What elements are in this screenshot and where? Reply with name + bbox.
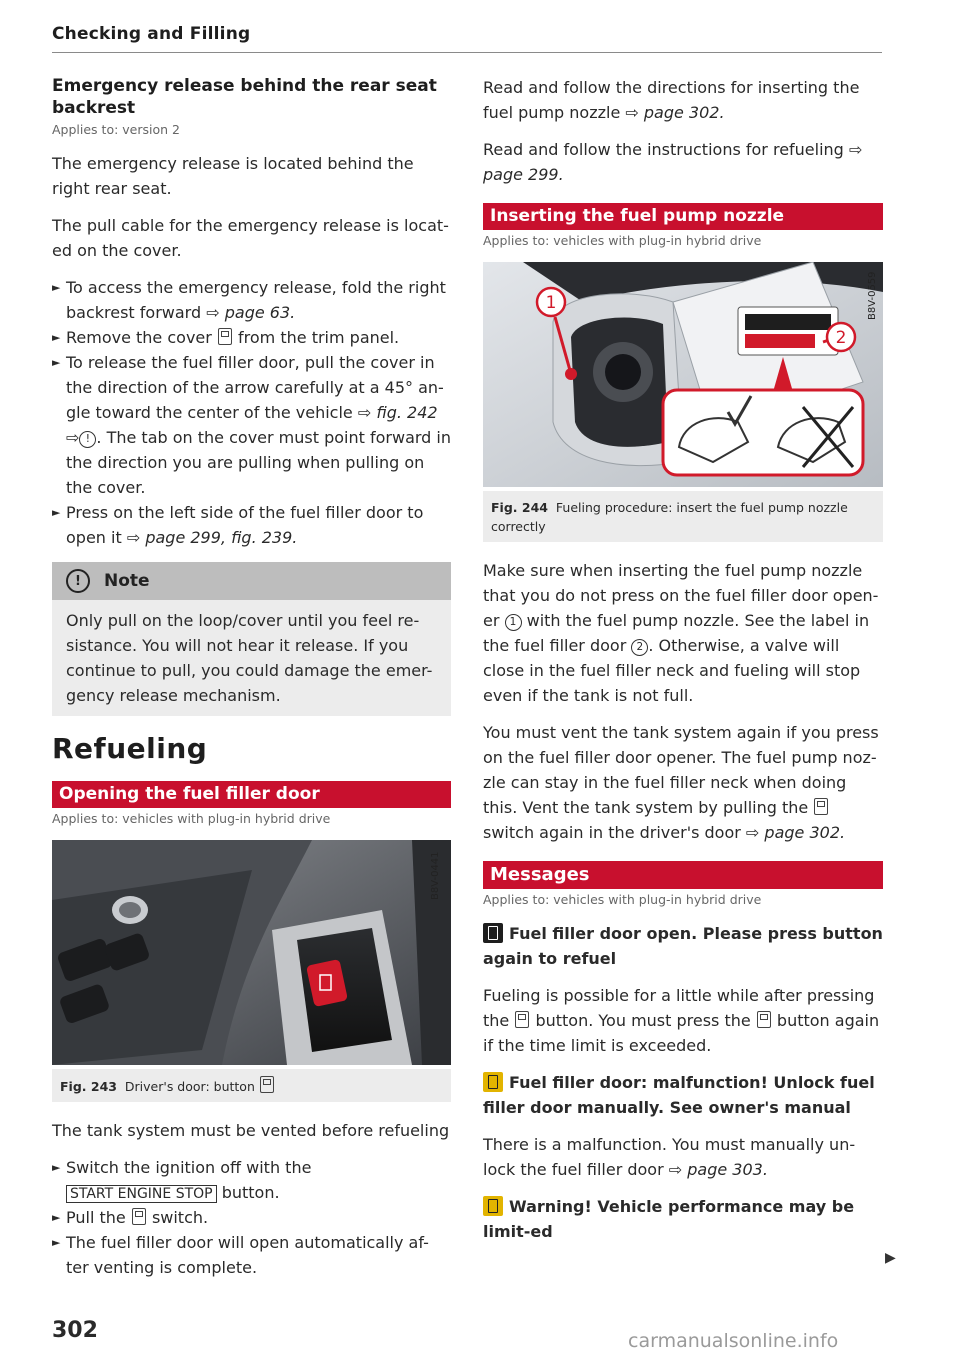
list-item: ► Press on the left side of the fuel filler door to open it ⇨ page 299, fig. 239. bbox=[52, 500, 451, 550]
chapter-heading: Refueling bbox=[52, 732, 208, 765]
triangle-bullet-icon: ► bbox=[52, 331, 61, 344]
left-column bbox=[52, 75, 451, 1292]
message-heading: Fuel filler door: malfunction! Unlock fuel filler door manually. See owner's manual bbox=[483, 1073, 875, 1117]
watermark: carmanualsonline.info bbox=[628, 1330, 839, 1352]
figure-link[interactable]: ⇨ fig. 242 bbox=[357, 403, 438, 422]
list-item: ► Switch the ignition off with the START ENGINE STOP button. bbox=[52, 1155, 451, 1205]
triangle-bullet-icon: ► bbox=[52, 1236, 61, 1249]
list-item: ► Pull the switch. bbox=[52, 1205, 451, 1230]
triangle-bullet-icon: ► bbox=[52, 506, 61, 519]
page-link[interactable]: ⇨ page 299, fig. 239. bbox=[126, 528, 298, 547]
callout-1: 1 bbox=[545, 293, 557, 313]
circled-number: 2 bbox=[631, 639, 648, 656]
triangle-bullet-icon: ► bbox=[52, 1211, 61, 1224]
note-header bbox=[52, 562, 451, 600]
note-ref-icon[interactable]: ! bbox=[79, 431, 96, 448]
start-engine-stop-key: START ENGINE STOP bbox=[66, 1185, 217, 1203]
message-heading: Warning! Vehicle performance may be limit-ed bbox=[483, 1197, 855, 1241]
note-label: Note bbox=[104, 571, 150, 591]
fuel-door-warning-icon bbox=[483, 1196, 503, 1216]
triangle-bullet-icon: ► bbox=[52, 1161, 61, 1174]
triangle-bullet-icon: ► bbox=[52, 281, 61, 294]
fuel-door-icon bbox=[757, 1011, 771, 1028]
figure-243 bbox=[52, 840, 451, 1102]
paragraph: The tank system must be vented before refueling bbox=[52, 1121, 450, 1140]
applies-to: Applies to: vehicles with plug-in hybrid drive bbox=[483, 892, 762, 907]
page-number: 302 bbox=[52, 1318, 98, 1343]
page-link[interactable]: ⇨ page 303. bbox=[668, 1160, 768, 1179]
applies-to: Applies to: vehicles with plug-in hybrid drive bbox=[52, 811, 331, 826]
instruction-list bbox=[52, 275, 451, 550]
applies-to: Applies to: vehicles with plug-in hybrid drive bbox=[483, 233, 762, 248]
note-icon: ! bbox=[66, 569, 90, 593]
section-title: Emergency release behind the rear seat backrest bbox=[52, 76, 437, 118]
section-bar: Inserting the fuel pump nozzle bbox=[483, 203, 883, 230]
right-column bbox=[483, 75, 883, 1256]
list-item: ► To access the emergency release, fold the right backrest forward ⇨ page 63. bbox=[52, 275, 451, 325]
figure-code: B8V-0559 bbox=[867, 271, 878, 320]
paragraph: There is a malfunction. You must manually un-lock the fuel filler door ⇨ page 303. bbox=[483, 1135, 856, 1179]
paragraph: The emergency release is located behind the right rear seat. bbox=[52, 154, 414, 198]
page-link[interactable]: ⇨ page 299. bbox=[483, 140, 863, 184]
fuel-door-warning-icon bbox=[483, 1072, 503, 1092]
door-photo bbox=[52, 840, 451, 1065]
applies-to: Applies to: version 2 bbox=[52, 122, 180, 137]
circled-number: 1 bbox=[505, 614, 522, 631]
list-item: ► To release the fuel filler door, pull the cover in the direction of the arrow carefully at a 45° an-gle toward the center of the vehicle ⇨ fig. 242 ⇨ ! . The tab on the cover must point forward in the direction you are pulling when pulling on the cover. bbox=[52, 350, 451, 500]
note-box bbox=[52, 562, 451, 716]
instruction-list bbox=[52, 1155, 451, 1280]
paragraph: The pull cable for the emergency release is locat-ed on the cover. bbox=[52, 216, 449, 260]
figure-caption: Fig. 244 Fueling procedure: insert the fuel pump nozzle correctly bbox=[483, 491, 883, 542]
fuel-door-icon bbox=[132, 1208, 146, 1225]
fuel-door-icon bbox=[814, 798, 828, 815]
list-item: ► The fuel filler door will open automatically af-ter venting is complete. bbox=[52, 1230, 451, 1280]
paragraph: Read and follow the instructions for refueling ⇨ page 299. bbox=[483, 140, 863, 184]
paragraph: Fueling is possible for a little while after pressing the button. You must press the button again if the time limit is exceeded. bbox=[483, 986, 880, 1055]
page-link[interactable]: ⇨ page 302. bbox=[625, 103, 725, 122]
page-link[interactable]: ⇨ page 302. bbox=[745, 823, 846, 842]
triangle-bullet-icon: ► bbox=[52, 356, 61, 369]
continue-arrow-icon: ▶ bbox=[885, 1250, 896, 1266]
figure-code: B8V-0441 bbox=[430, 851, 441, 900]
fuel-door-icon bbox=[515, 1011, 529, 1028]
callout-2: 2 bbox=[835, 328, 847, 348]
fuel-door-photo bbox=[483, 262, 883, 487]
figure-caption: Fig. 243 Driver's door: button bbox=[52, 1069, 451, 1102]
note-text: Only pull on the loop/cover until you feel re-sistance. You will not hear it release. If you continue to pull, you could damage the emer-gency release mechanism. bbox=[66, 611, 433, 705]
fuel-door-icon bbox=[218, 328, 232, 345]
paragraph: Make sure when inserting the fuel pump nozzle that you do not press on the fuel filler door open-er 1 with the fuel pump nozzle. See the label in the fuel filler door 2 . Otherwise, a valve will close in the fuel filler neck and fueling will stop even if the tank is not full. bbox=[483, 561, 879, 705]
section-bar: Opening the fuel filler door bbox=[52, 781, 451, 808]
page-link[interactable]: ⇨ page 63. bbox=[206, 303, 296, 322]
paragraph: Read and follow the directions for inserting the fuel pump nozzle ⇨ page 302. bbox=[483, 78, 860, 122]
fuel-door-indicator-icon bbox=[483, 923, 503, 943]
fuel-door-icon bbox=[260, 1076, 274, 1093]
figure-244 bbox=[483, 262, 883, 542]
header-title: Checking and Filling bbox=[52, 24, 251, 44]
message-heading: Fuel filler door open. Please press button again to refuel bbox=[483, 924, 883, 968]
paragraph: You must vent the tank system again if you press on the fuel filler door opener. The fuel pump noz-zle can stay in the fuel filler neck when doing this. Vent the tank system by pulling the switch again in the driver's door ⇨ page 302. bbox=[483, 723, 879, 842]
list-item: ► Remove the cover from the trim panel. bbox=[52, 325, 451, 350]
section-bar: Messages bbox=[483, 861, 883, 889]
page-header bbox=[52, 24, 882, 53]
